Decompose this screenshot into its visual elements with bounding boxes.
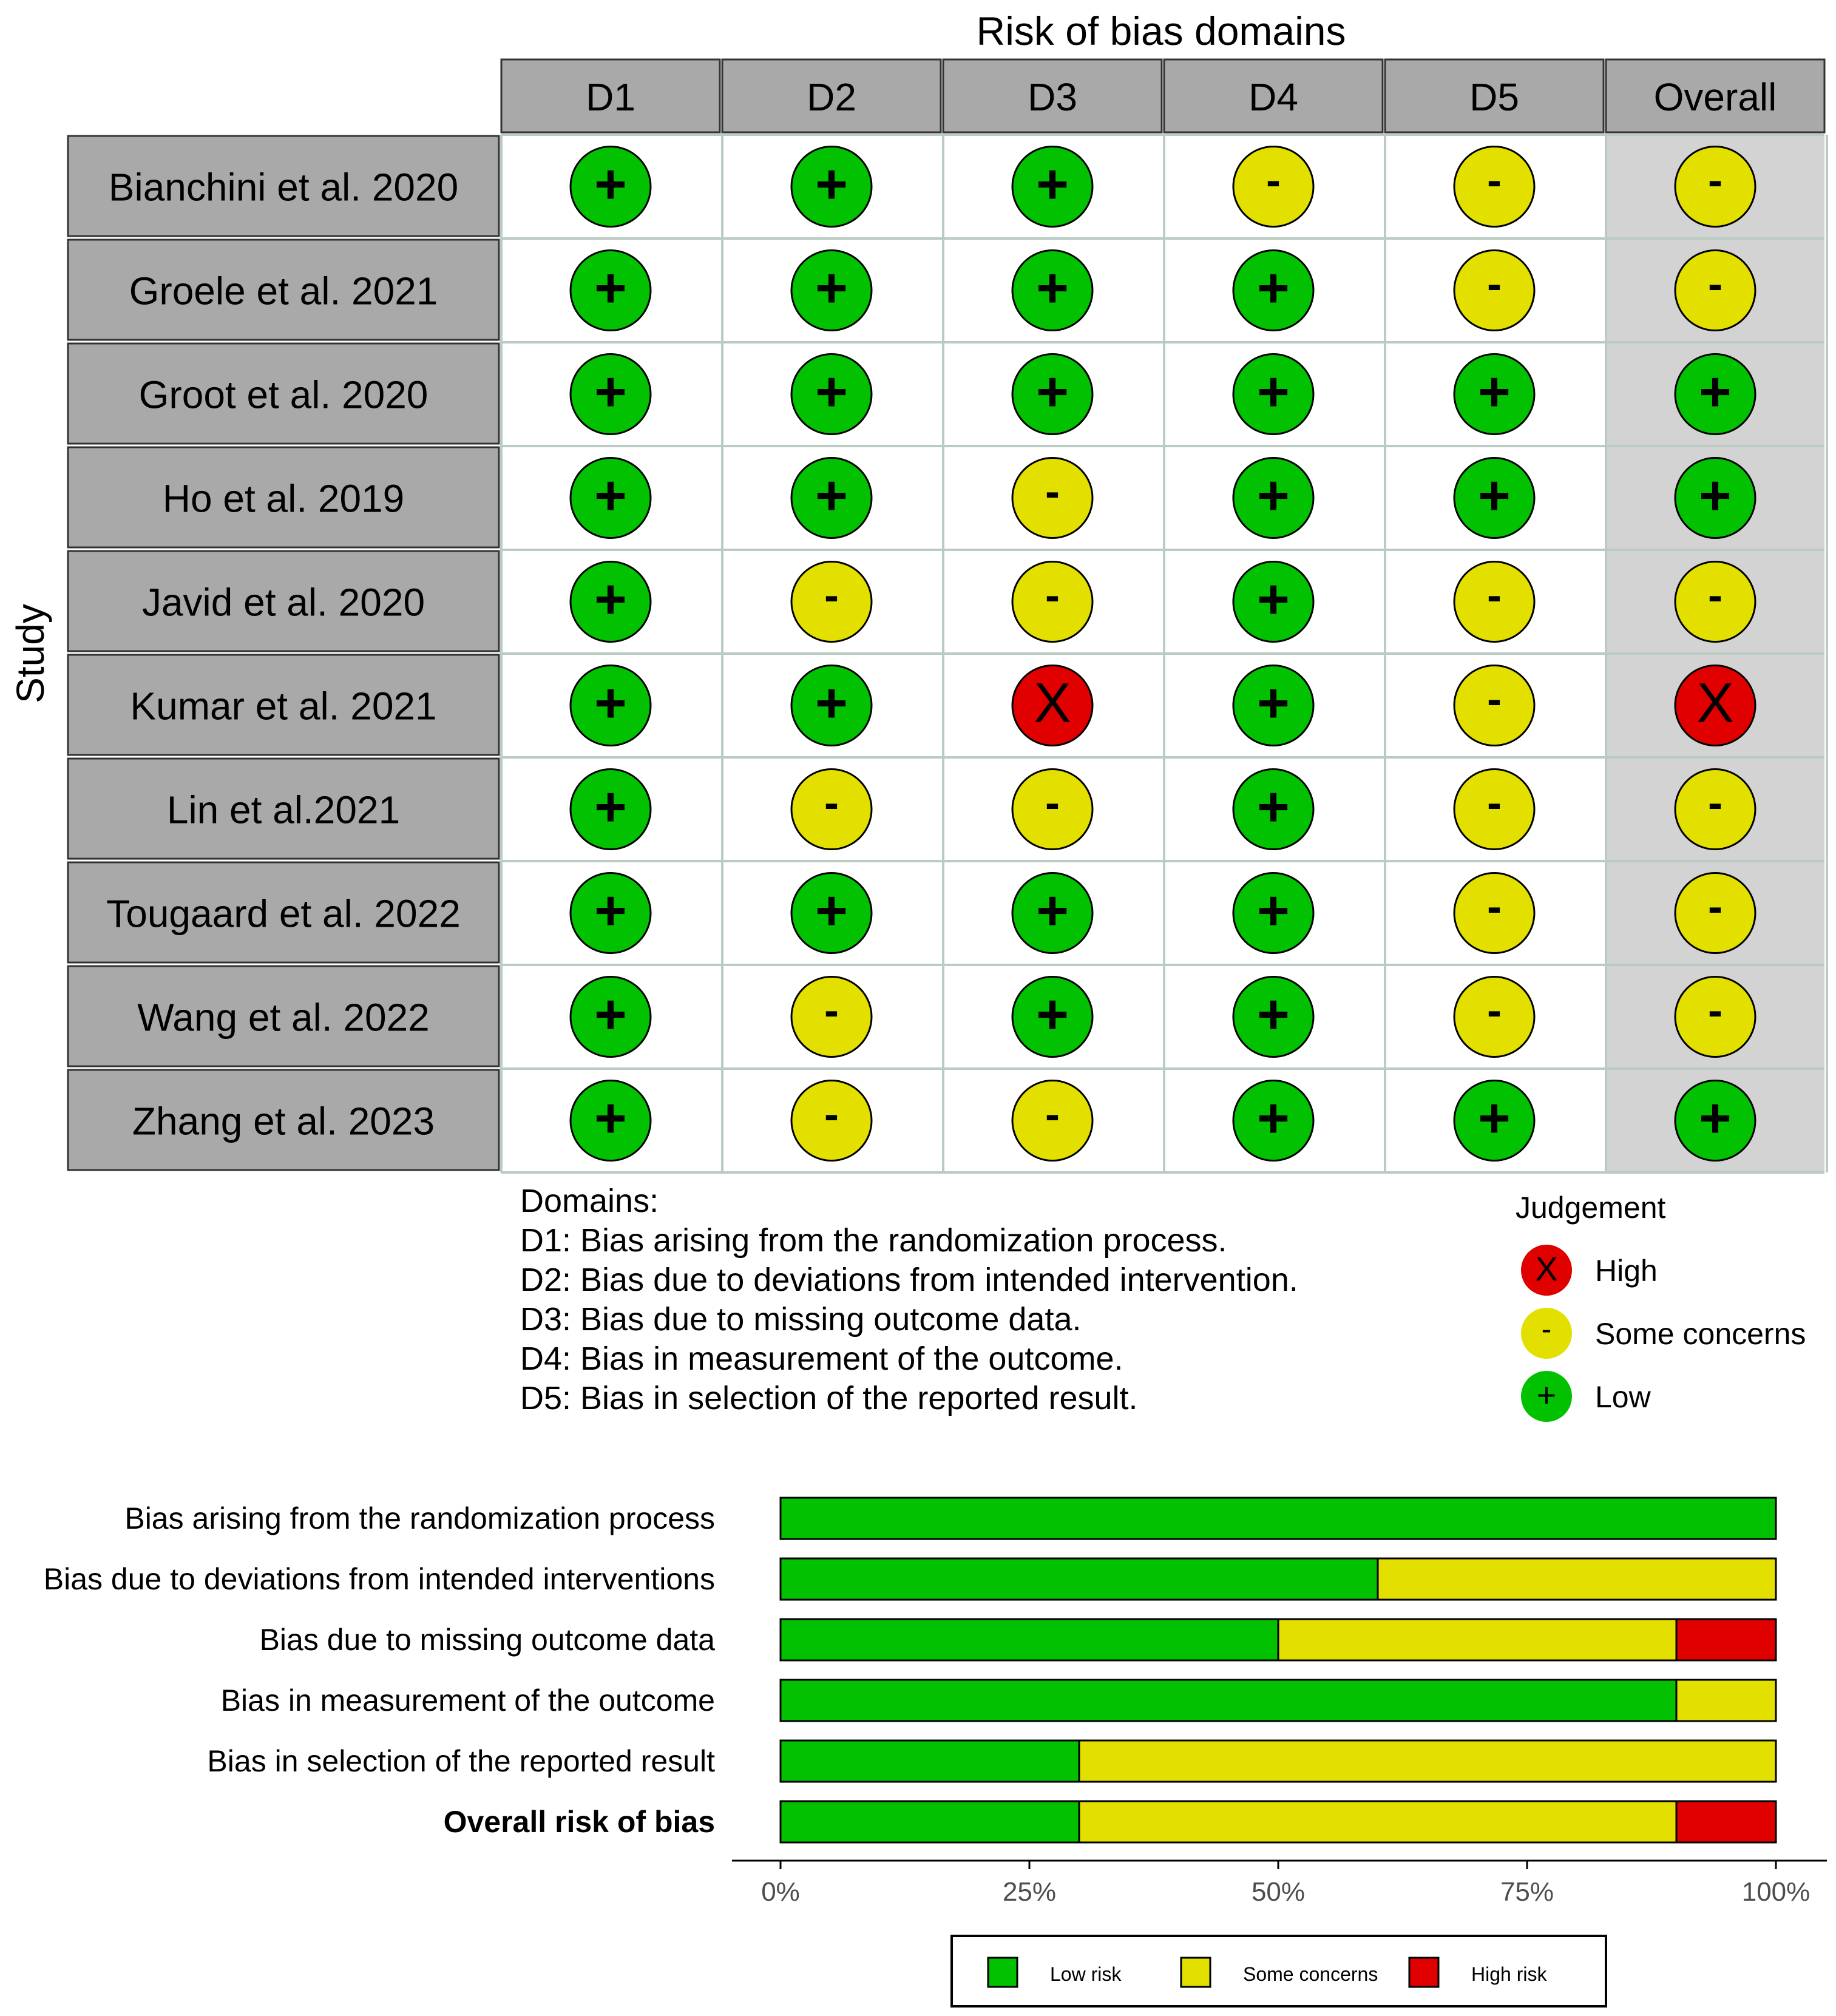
judgement-symbol: - xyxy=(1045,467,1060,516)
header-label-overall: Overall xyxy=(1653,75,1777,119)
bar-category-label: Bias due to missing outcome data xyxy=(259,1623,715,1657)
study-label: Groele et al. 2021 xyxy=(129,269,438,313)
study-label: Zhang et al. 2023 xyxy=(132,1099,435,1143)
judgement-symbol: + xyxy=(1036,360,1069,423)
header-label-d1: D1 xyxy=(586,75,635,119)
x-tick-label: 75% xyxy=(1500,1877,1554,1907)
judgement-symbol: + xyxy=(815,464,848,527)
header-label-d5: D5 xyxy=(1469,75,1519,119)
bar-segment xyxy=(1676,1680,1776,1721)
study-label: Lin et al.2021 xyxy=(166,788,401,832)
judgement-legend-title: Judgement xyxy=(1516,1191,1666,1225)
judgement-symbol: + xyxy=(1699,1087,1732,1149)
study-label: Groot et al. 2020 xyxy=(138,373,429,417)
judgement-symbol: + xyxy=(1257,464,1290,527)
summary-bar-plot xyxy=(0,1456,1836,2016)
judgement-symbol: + xyxy=(815,879,848,942)
legend-symbol: X xyxy=(1535,1250,1558,1288)
bar-segment xyxy=(1079,1801,1676,1842)
judgement-symbol: + xyxy=(1036,257,1069,319)
bar-segment xyxy=(1676,1801,1776,1842)
y-axis-label: Study xyxy=(8,604,52,703)
judgement-symbol: + xyxy=(1257,672,1290,734)
bar-legend-label: Low risk xyxy=(1050,1963,1122,1985)
judgement-symbol: X xyxy=(1696,672,1734,734)
study-label: Wang et al. 2022 xyxy=(137,995,430,1040)
judgement-symbol: - xyxy=(1266,156,1281,205)
bar-category-label: Bias due to deviations from intended interventions xyxy=(43,1562,715,1596)
legend-symbol: - xyxy=(1541,1312,1552,1346)
bar-segment xyxy=(781,1801,1079,1842)
bar-segment xyxy=(781,1498,1776,1539)
domain-description: D4: Bias in measurement of the outcome. xyxy=(520,1341,1123,1377)
bar-segment xyxy=(1278,1619,1676,1660)
judgement-symbol: + xyxy=(815,153,848,215)
judgement-symbol: - xyxy=(1487,571,1502,620)
domains-title: Domains: xyxy=(520,1183,659,1219)
judgement-symbol: + xyxy=(594,464,627,527)
judgement-symbol: - xyxy=(824,779,839,828)
judgement-symbol: - xyxy=(1045,1090,1060,1139)
bar-segment xyxy=(781,1558,1378,1600)
judgement-symbol: - xyxy=(1708,260,1723,309)
judgement-symbol: + xyxy=(1257,879,1290,942)
judgement-symbol: - xyxy=(1487,779,1502,828)
bar-segment xyxy=(1079,1740,1776,1782)
legend-label: Low xyxy=(1595,1380,1651,1414)
header-label-d2: D2 xyxy=(807,75,856,119)
judgement-symbol: + xyxy=(1036,879,1069,942)
judgement-symbol: + xyxy=(1257,568,1290,631)
judgement-symbol: - xyxy=(1487,675,1502,724)
judgement-symbol: - xyxy=(1708,986,1723,1035)
judgement-symbol: + xyxy=(815,257,848,319)
legend-symbol: + xyxy=(1536,1376,1557,1414)
judgement-symbol: + xyxy=(594,983,627,1046)
judgement-symbol: - xyxy=(1487,156,1502,205)
bar-legend-label: Some concerns xyxy=(1243,1963,1378,1985)
judgement-symbol: - xyxy=(1487,986,1502,1035)
judgement-symbol: + xyxy=(1478,464,1511,527)
judgement-symbol: + xyxy=(1257,257,1290,319)
bar-legend-key xyxy=(1181,1958,1210,1987)
judgement-symbol: + xyxy=(594,257,627,319)
legend-label: Some concerns xyxy=(1595,1317,1806,1351)
judgement-symbol: + xyxy=(594,879,627,942)
bar-category-label: Bias in selection of the reported result xyxy=(207,1744,715,1778)
domain-description: D5: Bias in selection of the reported result. xyxy=(520,1380,1138,1416)
judgement-symbol: + xyxy=(594,1087,627,1149)
bar-legend-key xyxy=(988,1958,1017,1987)
judgement-symbol: - xyxy=(1708,882,1723,932)
judgement-symbol: + xyxy=(1257,983,1290,1046)
bar-category-label: Bias arising from the randomization process xyxy=(124,1501,715,1535)
judgement-symbol: + xyxy=(1036,983,1069,1046)
header-label-d4: D4 xyxy=(1248,75,1298,119)
judgement-symbol: + xyxy=(815,672,848,734)
bar-legend-key xyxy=(1409,1958,1438,1987)
judgement-symbol: + xyxy=(594,672,627,734)
study-label: Kumar et al. 2021 xyxy=(130,684,437,728)
x-tick-label: 0% xyxy=(761,1877,800,1907)
judgement-symbol: + xyxy=(594,776,627,838)
judgement-symbol: + xyxy=(1036,153,1069,215)
study-label: Bianchini et al. 2020 xyxy=(108,165,459,209)
judgement-symbol: + xyxy=(1699,464,1732,527)
study-label: Ho et al. 2019 xyxy=(162,476,405,521)
judgement-symbol: + xyxy=(594,153,627,215)
domain-description: D3: Bias due to missing outcome data. xyxy=(520,1301,1082,1338)
judgement-symbol: + xyxy=(1257,360,1290,423)
judgement-symbol: - xyxy=(1708,156,1723,205)
bar-segment xyxy=(1378,1558,1776,1600)
judgement-symbol: + xyxy=(1699,360,1732,423)
judgement-symbol: - xyxy=(1708,779,1723,828)
judgement-symbol: + xyxy=(815,360,848,423)
judgement-symbol: + xyxy=(1257,1087,1290,1149)
bar-category-label: Overall risk of bias xyxy=(443,1805,715,1839)
judgement-symbol: + xyxy=(594,568,627,631)
judgement-symbol: X xyxy=(1034,672,1071,734)
bar-segment xyxy=(781,1619,1278,1660)
x-tick-label: 50% xyxy=(1251,1877,1306,1907)
judgement-symbol: - xyxy=(1045,779,1060,828)
bar-legend-label: High risk xyxy=(1471,1963,1547,1985)
x-tick-label: 25% xyxy=(1002,1877,1057,1907)
bar-segment xyxy=(781,1680,1676,1721)
plot-title: Risk of bias domains xyxy=(976,8,1346,53)
judgement-symbol: + xyxy=(1478,1087,1511,1149)
domain-description: D2: Bias due to deviations from intended intervention. xyxy=(520,1262,1298,1298)
study-label: Javid et al. 2020 xyxy=(141,580,425,624)
bar-segment xyxy=(1676,1619,1776,1660)
judgement-symbol: - xyxy=(824,1090,839,1139)
bar-segment xyxy=(781,1740,1079,1782)
judgement-symbol: - xyxy=(1487,882,1502,932)
judgement-symbol: - xyxy=(1708,571,1723,620)
judgement-symbol: - xyxy=(824,986,839,1035)
legend-label: High xyxy=(1595,1254,1658,1288)
judgement-symbol: + xyxy=(1478,360,1511,423)
domain-description: D1: Bias arising from the randomization process. xyxy=(520,1222,1227,1259)
header-label-d3: D3 xyxy=(1028,75,1077,119)
judgement-symbol: + xyxy=(594,360,627,423)
judgement-symbol: - xyxy=(1487,260,1502,309)
judgement-symbol: - xyxy=(1045,571,1060,620)
x-tick-label: 100% xyxy=(1741,1877,1811,1907)
judgement-symbol: + xyxy=(1257,776,1290,838)
study-label: Tougaard et al. 2022 xyxy=(106,891,461,936)
bar-category-label: Bias in measurement of the outcome xyxy=(220,1683,715,1717)
judgement-symbol: - xyxy=(824,571,839,620)
